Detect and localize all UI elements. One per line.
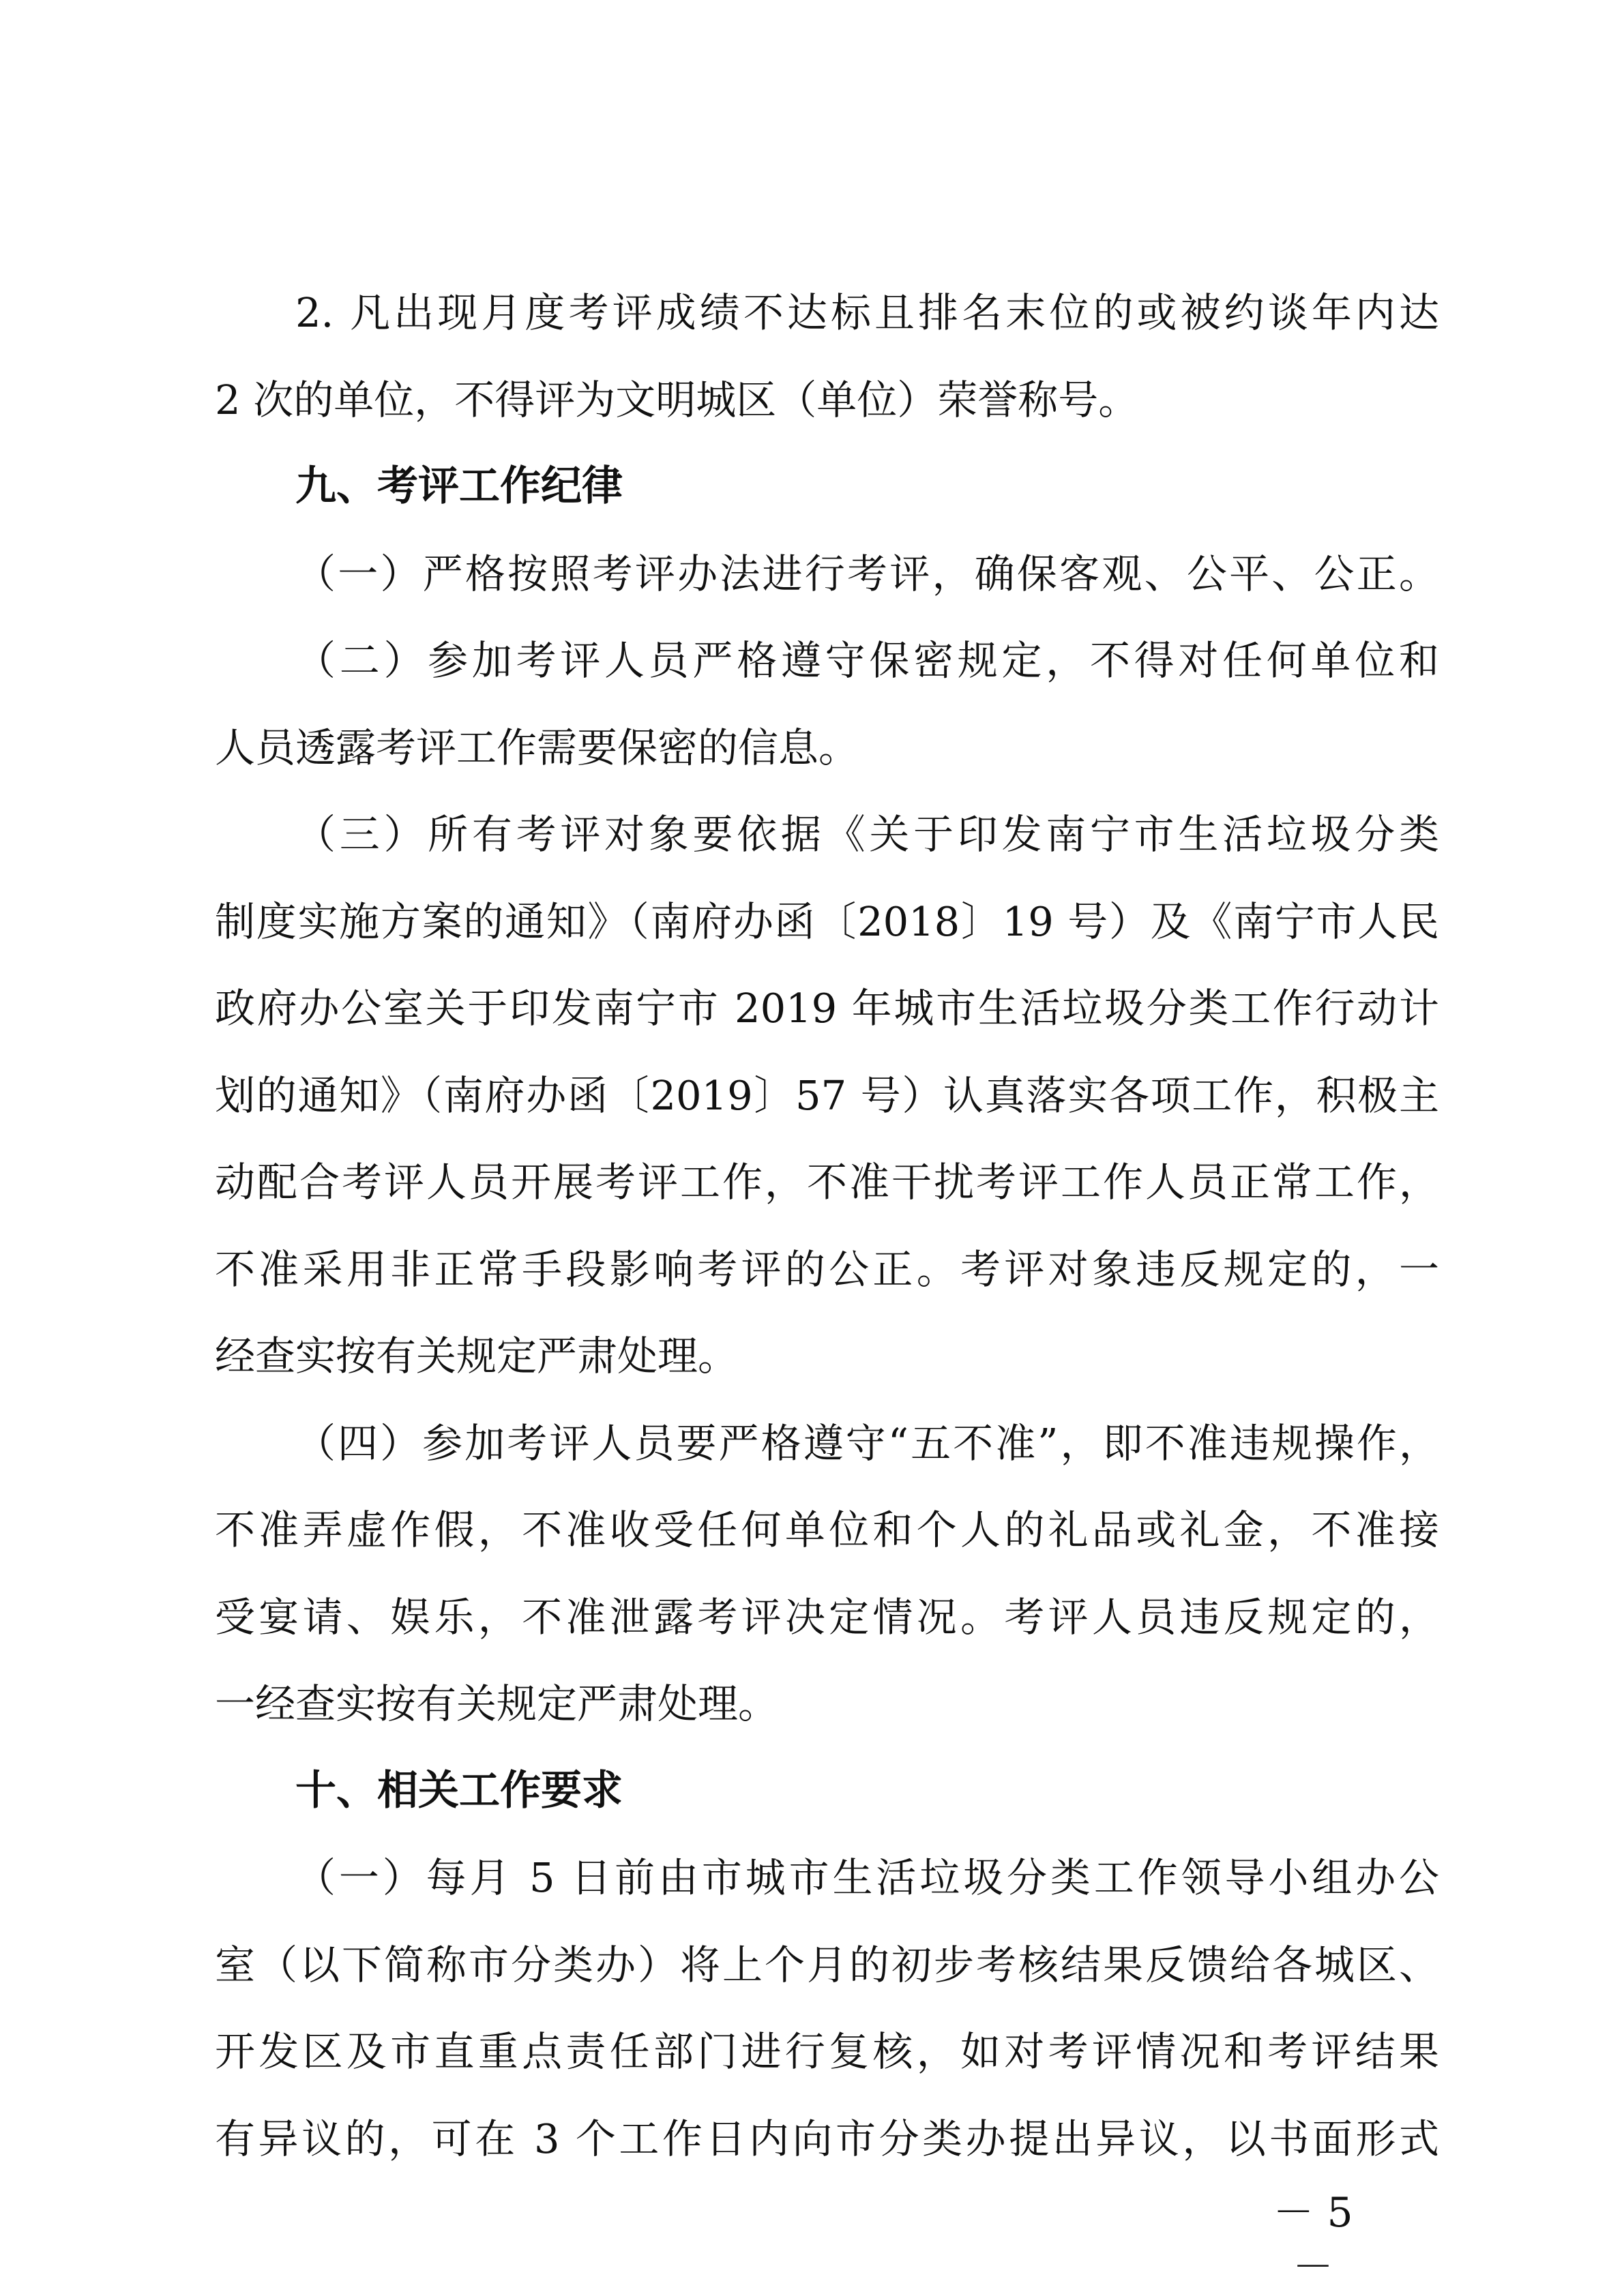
paragraph-line: 政府办公室关于印发南宁市 2019 年城市生活垃圾分类工作行动计 (215, 985, 1439, 1032)
paragraph-line: 2. 凡出现月度考评成绩不达标且排名末位的或被约谈年内达 (295, 289, 1439, 336)
paragraph-line: 受宴请、娱乐，不准泄露考评决定情况。考评人员违反规定的， (215, 1593, 1439, 1641)
paragraph-line: 一经查实按有关规定严肃处理。 (215, 1680, 779, 1727)
paragraph-line: （四）参加考评人员要严格遵守“五不准”，即不准违规操作， (295, 1419, 1439, 1467)
document-body (215, 269, 1439, 2182)
paragraph-line: （二）参加考评人员严格遵守保密规定，不得对任何单位和 (295, 637, 1439, 684)
page-number: － 5 － (1273, 2189, 1353, 2291)
paragraph-line: 有异议的，可在 3 个工作日内向市分类办提出异议，以书面形式 (215, 2115, 1439, 2162)
paragraph-line: 人员透露考评工作需要保密的信息。 (215, 724, 859, 771)
paragraph-line: 制度实施方案的通知》（南府办函〔2018〕19 号）及《南宁市人民 (215, 897, 1439, 945)
paragraph-line: 不准采用非正常手段影响考评的公正。考评对象违反规定的，一 (215, 1245, 1439, 1293)
paragraph-line: 2 次的单位，不得评为文明城区（单位）荣誉称号。 (215, 376, 1139, 423)
paragraph-line: 划的通知》（南府办函〔2019〕57 号）认真落实各项工作，积极主 (215, 1071, 1439, 1119)
paragraph-line: 室（以下简称市分类办）将上个月的初步考核结果反馈给各城区、 (215, 1941, 1439, 1988)
paragraph-line: （三）所有考评对象要依据《关于印发南宁市生活垃圾分类 (295, 811, 1439, 858)
paragraph-line: （一）每月 5 日前由市城市生活垃圾分类工作领导小组办公 (295, 1854, 1439, 1901)
section-heading: 十、相关工作要求 (295, 1766, 623, 1815)
paragraph-line: 不准弄虚作假，不准收受任何单位和个人的礼品或礼金，不准接 (215, 1506, 1439, 1553)
paragraph-line: 经查实按有关规定严肃处理。 (215, 1332, 739, 1380)
paragraph-line: 动配合考评人员开展考评工作，不准干扰考评工作人员正常工作， (215, 1159, 1439, 1206)
section-heading: 九、考评工作纪律 (295, 462, 623, 510)
paragraph-line: 开发区及市直重点责任部门进行复核，如对考评情况和考评结果 (215, 2028, 1439, 2075)
paragraph-line: （一）严格按照考评办法进行考评，确保客观、公平、公正。 (295, 550, 1439, 597)
